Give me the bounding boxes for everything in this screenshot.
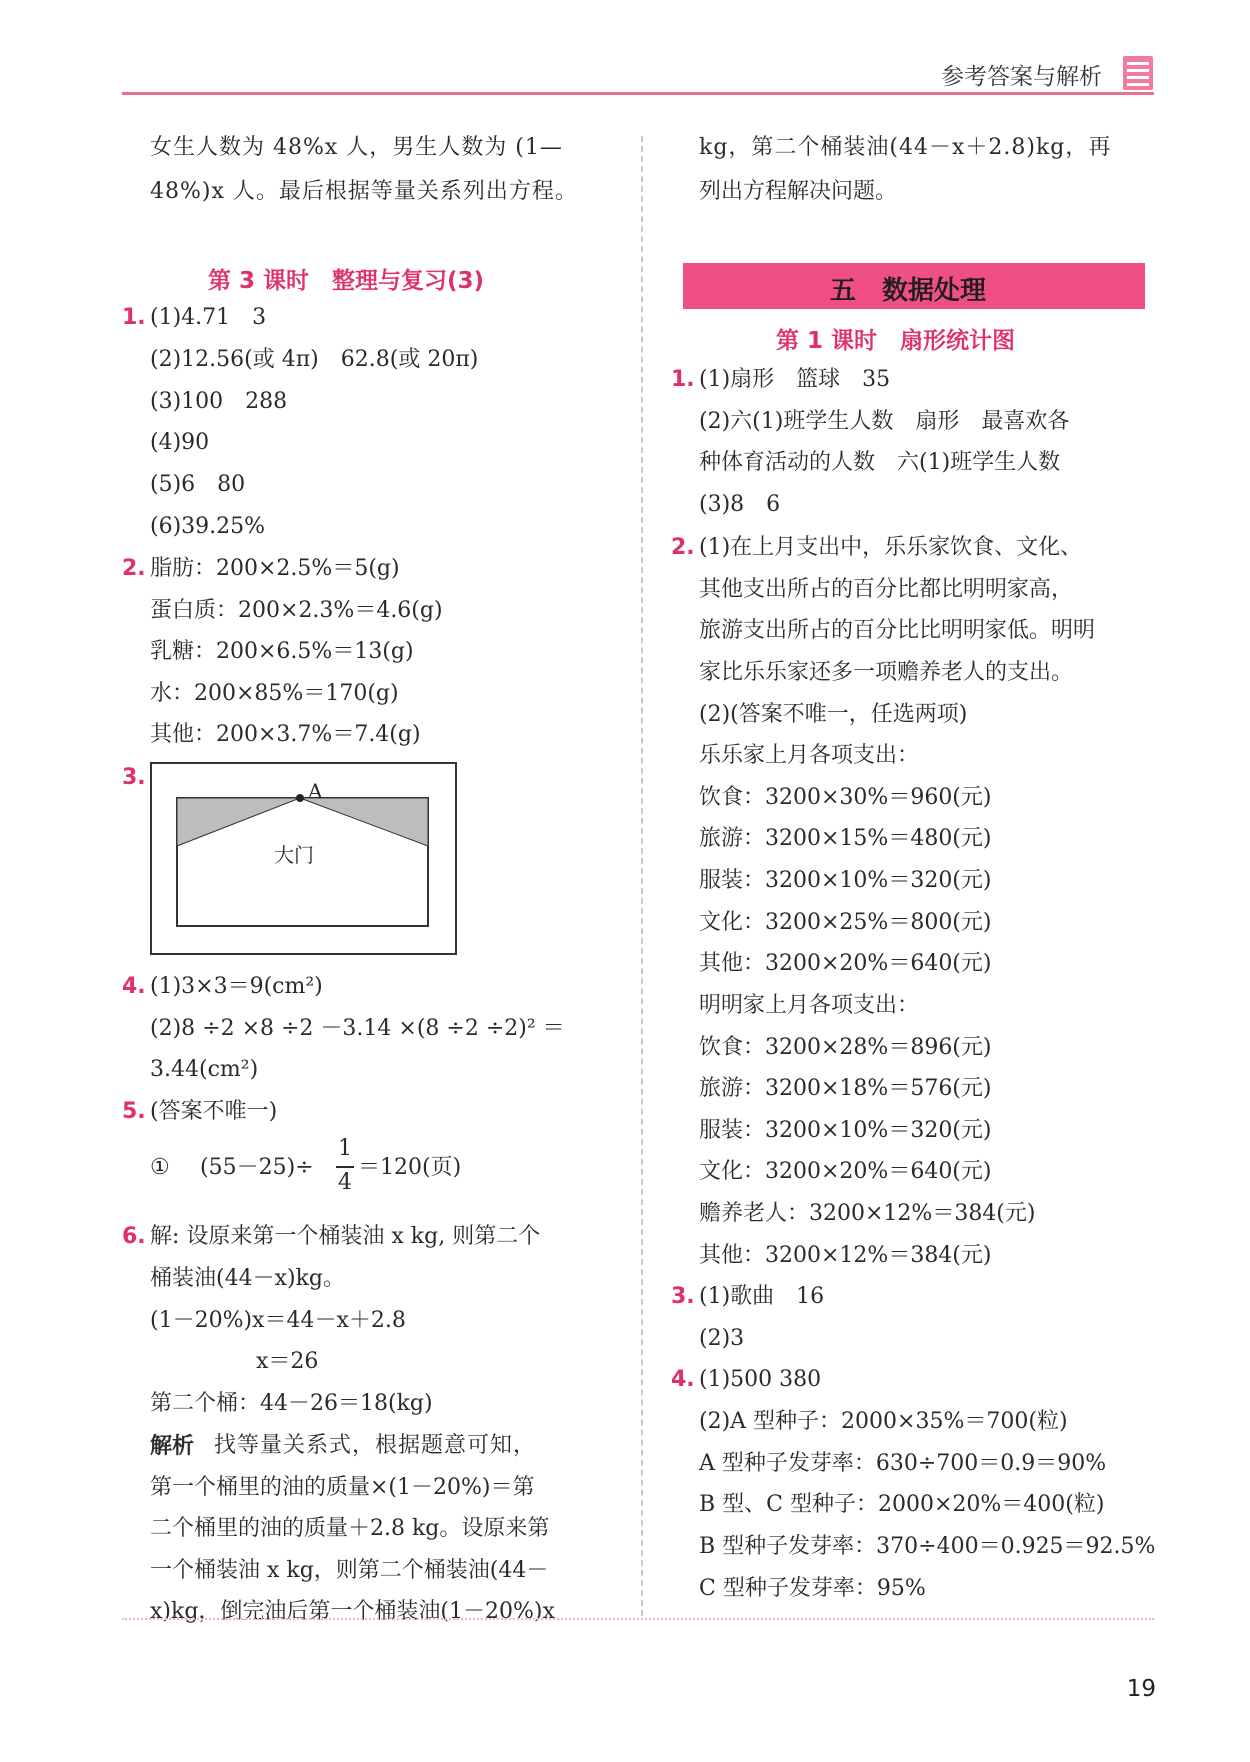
analysis-line: 一个桶装油 x kg，则第二个桶装油(44－ xyxy=(150,1558,549,1583)
r-q3-line: (1)歌曲 16 xyxy=(699,1284,825,1309)
q2-line: 蛋白质：200×2.3%＝4.6(g) xyxy=(150,598,443,623)
q4-line: (1)3×3＝9(cm²) xyxy=(150,974,323,999)
q5-expression-right: ＝120(页) xyxy=(358,1155,462,1180)
q5-circled-number: ① xyxy=(150,1155,170,1180)
r-q1-line: 种体育活动的人数 六(1)班学生人数 xyxy=(699,450,1061,475)
r-q4-line: (1)500 380 xyxy=(699,1367,822,1392)
question-number-4: 4. xyxy=(671,1367,695,1392)
q2-line: 水：200×85%＝170(g) xyxy=(150,681,399,706)
gate-label: 大门 xyxy=(274,843,314,867)
q4-line: (2)8 ÷2 ×8 ÷2 －3.14 ×(8 ÷2 ÷2)² ＝ xyxy=(150,1016,565,1041)
r-q2-line: 明明家上月各项支出： xyxy=(699,993,920,1018)
r-q2-line: 旅游：3200×15%＝480(元) xyxy=(699,826,992,851)
question-number-1: 1. xyxy=(122,305,146,330)
r-q2-line: 饮食：3200×28%＝896(元) xyxy=(699,1035,992,1060)
r-q2-line: 乐乐家上月各项支出： xyxy=(699,743,920,768)
q5-fraction-bar xyxy=(336,1166,354,1168)
r-q1-line: (3)8 6 xyxy=(699,492,781,517)
column-divider xyxy=(641,136,643,1616)
r-q2-line: 旅游支出所占的百分比比明明家低。明明 xyxy=(699,618,1096,643)
analysis-label: 解析 xyxy=(150,1433,195,1459)
q1-line: (5)6 80 xyxy=(150,472,246,497)
r-q4-line: A 型种子发芽率：630÷700＝0.9＝90% xyxy=(699,1451,1107,1476)
analysis-line: 第一个桶里的油的质量×(1－20%)＝第 xyxy=(150,1475,535,1500)
q1-line: (6)39.25% xyxy=(150,514,266,539)
q6-line: (1－20%)x＝44－x＋2.8 xyxy=(150,1308,406,1333)
r-q2-line: (2)(答案不唯一，任选两项) xyxy=(699,702,968,727)
chapter-title: 五 数据处理 xyxy=(830,276,987,306)
question-number-2: 2. xyxy=(671,535,695,560)
analysis-line: 二个桶里的油的质量＋2.8 kg。设原来第 xyxy=(150,1516,550,1541)
header-rule xyxy=(122,92,1154,95)
question-number-3: 3. xyxy=(671,1284,695,1309)
question-number-6: 6. xyxy=(122,1224,146,1249)
q6-line: x＝26 xyxy=(256,1349,319,1374)
question-number-3: 3. xyxy=(122,765,146,790)
left-intro-line-2: 48%)x 人。最后根据等量关系列出方程。 xyxy=(150,179,578,204)
q5-fraction-denominator: 4 xyxy=(338,1170,352,1195)
question-number-4: 4. xyxy=(122,974,146,999)
r-q1-line: (1)扇形 篮球 35 xyxy=(699,367,891,392)
r-q2-line: 旅游：3200×18%＝576(元) xyxy=(699,1076,992,1101)
q2-line: 其他：200×3.7%＝7.4(g) xyxy=(150,722,421,747)
r-q2-line: 饮食：3200×30%＝960(元) xyxy=(699,785,992,810)
r-q4-line: B 型、C 型种子：2000×20%＝400(粒) xyxy=(699,1492,1105,1517)
header-title: 参考答案与解析 xyxy=(941,64,1102,90)
q5-expression-left: (55－25)÷ xyxy=(200,1155,314,1180)
q5-note: (答案不唯一) xyxy=(150,1099,278,1124)
question-number-5: 5. xyxy=(122,1099,146,1124)
page-number: 19 xyxy=(1126,1676,1156,1702)
q2-line: 乳糖：200×6.5%＝13(g) xyxy=(150,639,414,664)
r-q2-line: 其他：3200×20%＝640(元) xyxy=(699,951,992,976)
q2-line: 脂肪：200×2.5%＝5(g) xyxy=(150,556,400,581)
r-q4-line: C 型种子发芽率：95% xyxy=(699,1576,926,1601)
r-q4-line: B 型种子发芽率：370÷400＝0.925＝92.5% xyxy=(699,1534,1156,1559)
r-q2-line: 其他：3200×12%＝384(元) xyxy=(699,1243,992,1268)
footer-rule xyxy=(122,1618,1154,1620)
r-q2-line: 服装：3200×10%＝320(元) xyxy=(699,1118,992,1143)
q1-line: (2)12.56(或 4π) 62.8(或 20π) xyxy=(150,347,479,372)
book-icon xyxy=(1122,55,1154,91)
q6-line: 桶装油(44－x)kg。 xyxy=(150,1266,345,1291)
section-title-review-3: 第 3 课时 整理与复习(3) xyxy=(208,268,485,294)
r-q2-line: 服装：3200×10%＝320(元) xyxy=(699,868,992,893)
left-intro-line-1: 女生人数为 48%x 人，男生人数为 (1— xyxy=(150,135,563,160)
q6-line: 第二个桶：44－26＝18(kg) xyxy=(150,1391,433,1416)
right-intro-line-1: kg，第二个桶装油(44－x＋2.8)kg，再 xyxy=(699,135,1112,160)
analysis-line: x)kg，倒完油后第一个桶装油(1－20%)x xyxy=(150,1599,555,1624)
r-q2-line: 家比乐乐家还多一项赡养老人的支出。 xyxy=(699,660,1074,685)
r-q3-line: (2)3 xyxy=(699,1326,745,1351)
question-number-1: 1. xyxy=(671,367,695,392)
r-q2-line: 文化：3200×20%＝640(元) xyxy=(699,1159,992,1184)
question-number-2: 2. xyxy=(122,556,146,581)
r-q2-line: 赡养老人：3200×12%＝384(元) xyxy=(699,1201,1036,1226)
r-q4-line: (2)A 型种子：2000×35%＝700(粒) xyxy=(699,1409,1068,1434)
section-title-pie-chart: 第 1 课时 扇形统计图 xyxy=(776,328,1016,354)
right-intro-line-2: 列出方程解决问题。 xyxy=(699,179,898,204)
q5-fraction-numerator: 1 xyxy=(338,1136,352,1161)
q1-line: (1)4.71 3 xyxy=(150,305,267,330)
q1-line: (4)90 xyxy=(150,430,210,455)
q4-line: 3.44(cm²) xyxy=(150,1057,259,1082)
r-q2-line: (1)在上月支出中，乐乐家饮食、文化、 xyxy=(699,535,1083,560)
q1-line: (3)100 288 xyxy=(150,389,288,414)
point-a-label: A xyxy=(308,779,323,803)
q6-line: 解: 设原来第一个桶装油 x kg, 则第二个 xyxy=(150,1224,541,1249)
r-q2-line: 文化：3200×25%＝800(元) xyxy=(699,910,992,935)
r-q1-line: (2)六(1)班学生人数 扇形 最喜欢各 xyxy=(699,409,1070,434)
analysis-line: 找等量关系式，根据题意可知， xyxy=(214,1433,537,1458)
r-q2-line: 其他支出所占的百分比都比明明家高， xyxy=(699,577,1074,602)
